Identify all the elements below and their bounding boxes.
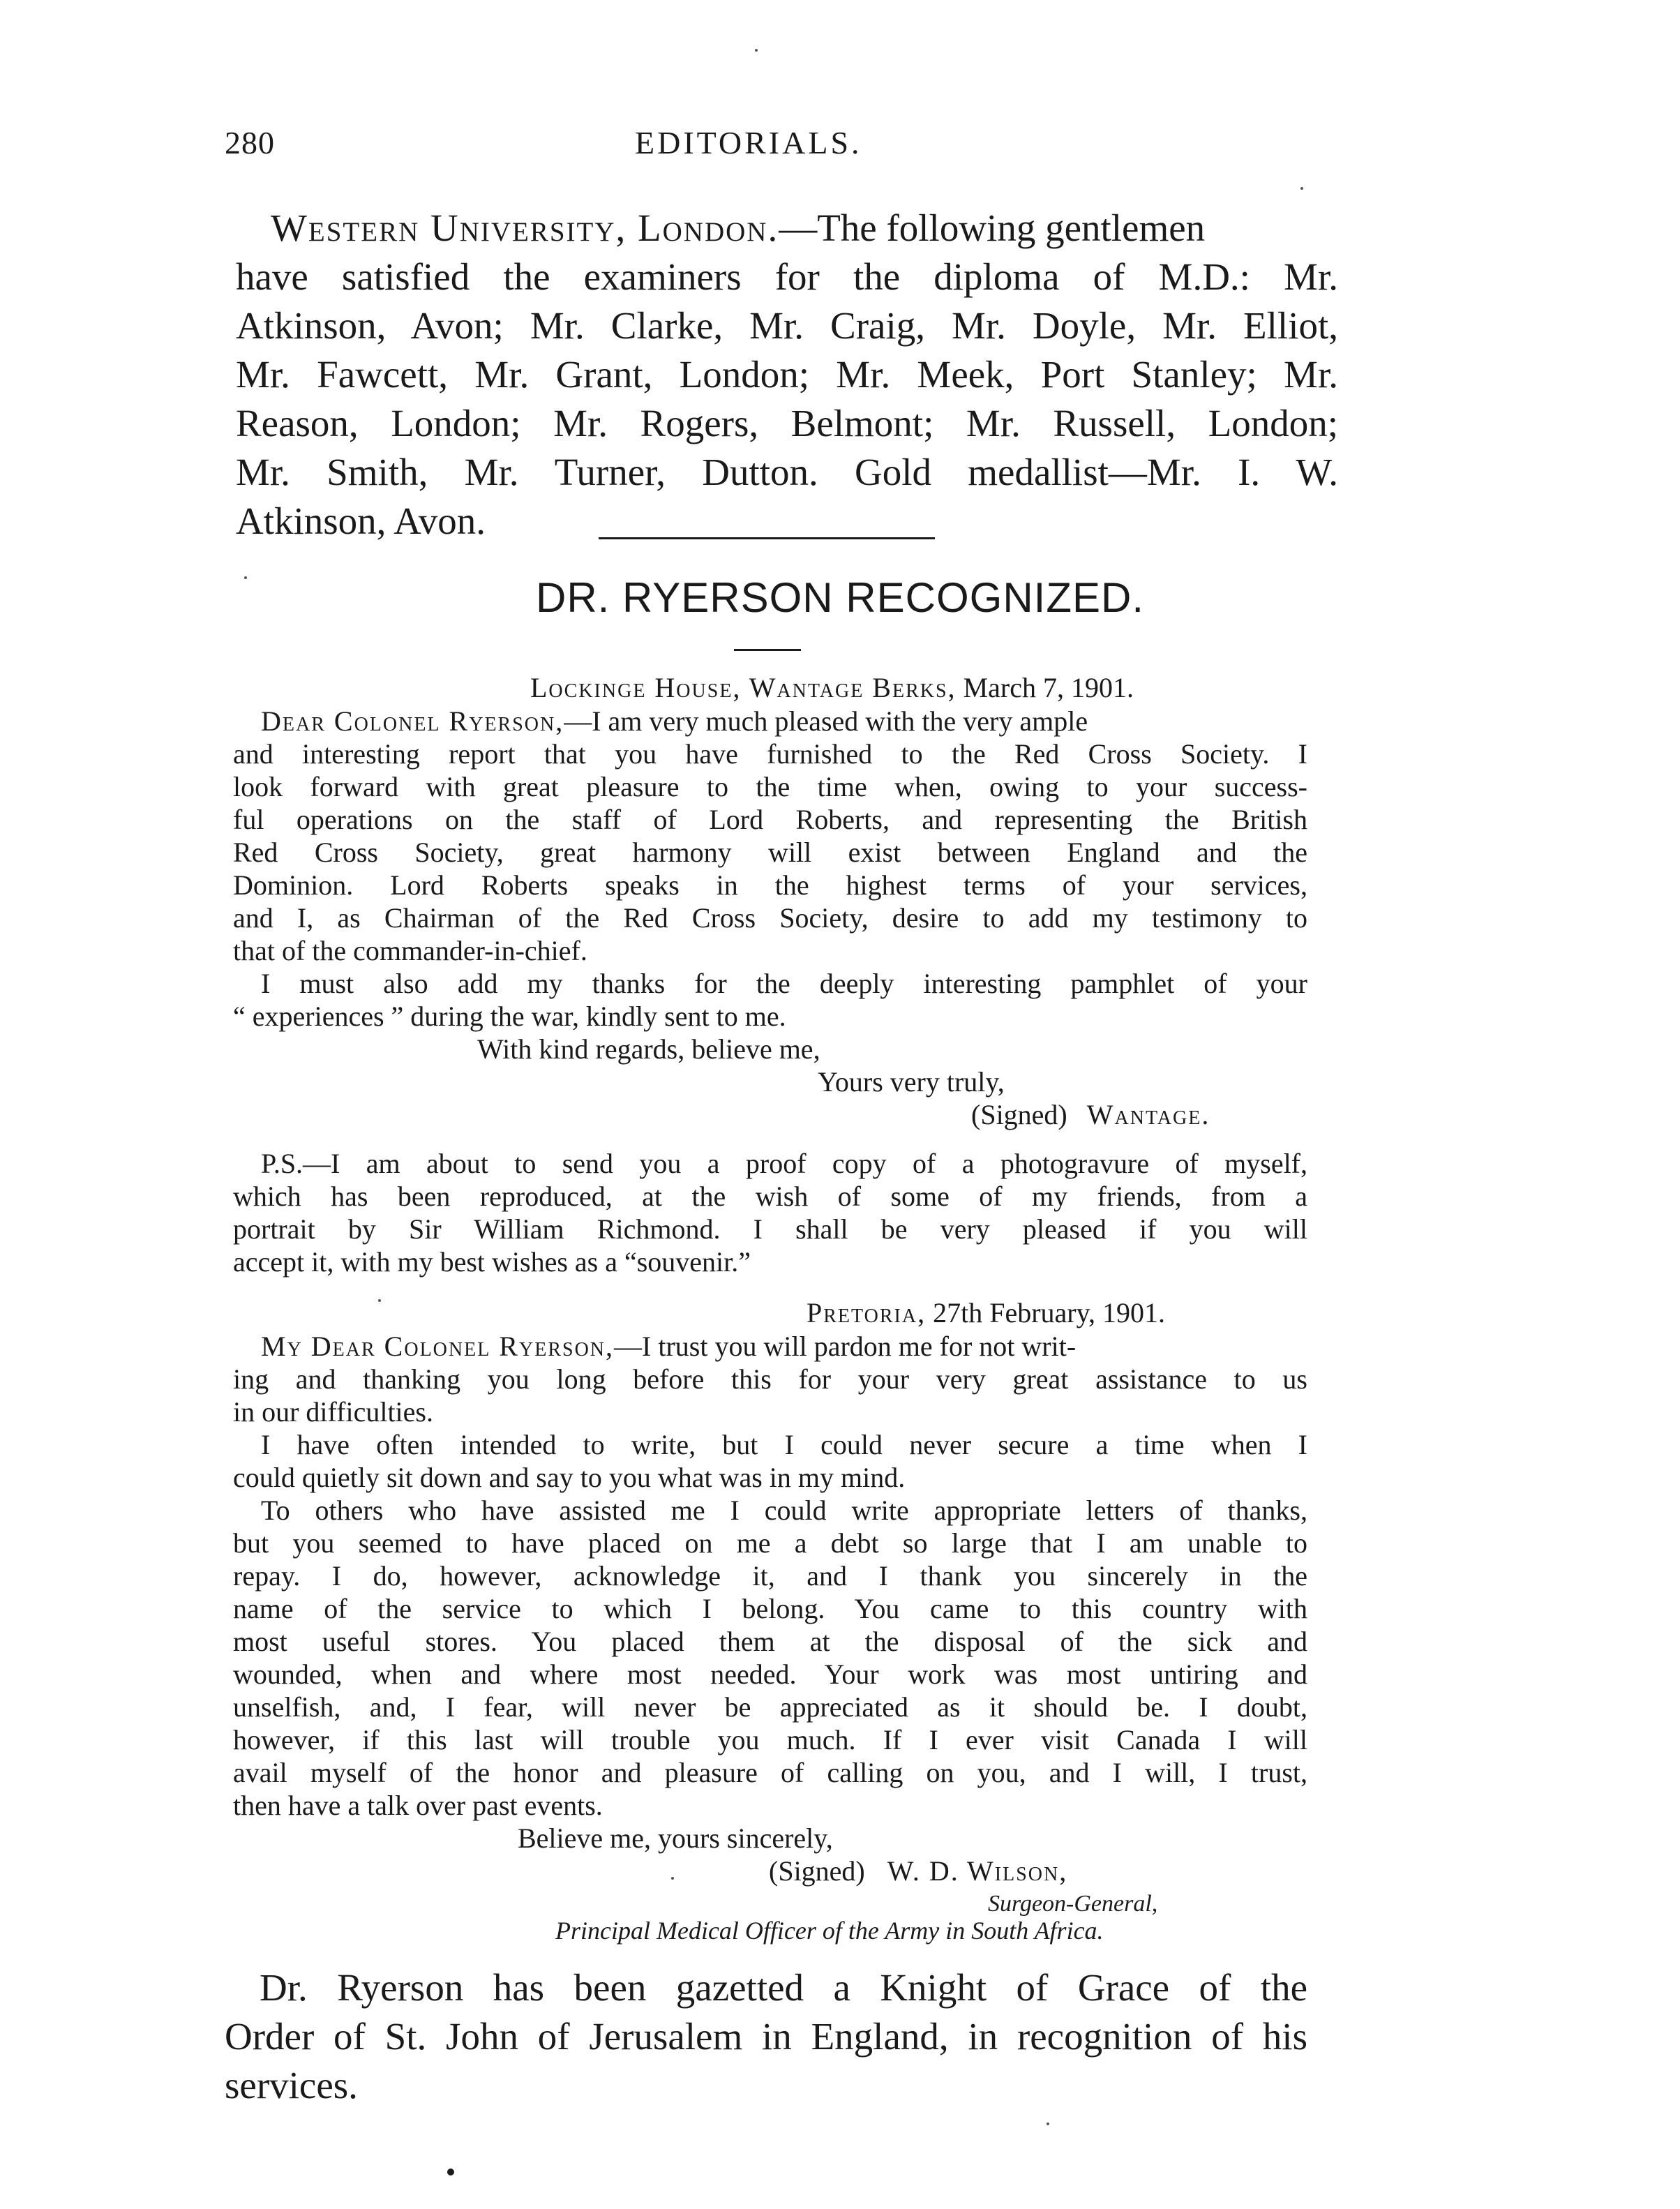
wilson-dateline	[807, 1296, 1165, 1329]
wilson-line-8: repay. I do, however, acknowledge it, and I thank you sincerely in the	[233, 1560, 1307, 1592]
wilson-line-5: could quietly sit down and say to you what was in my mind.	[233, 1462, 906, 1493]
ink-speck	[244, 576, 247, 579]
ink-dot	[447, 2169, 454, 2176]
wantage-line-1-text: —I am very much pleased with the very ample	[564, 705, 1088, 737]
notice-line-4: Mr. Fawcett, Mr. Grant, London; Mr. Meek, Port Stanley; Mr.	[236, 353, 1338, 396]
wantage-line-9: I must also add my thanks for the deeply interesting pamphlet of your	[261, 968, 1307, 999]
wilson-line-1-text: —I trust you will pardon me for not writ-	[614, 1331, 1077, 1362]
wantage-line-2: and interesting report that you have furnished to the Red Cross Society. I	[233, 738, 1307, 770]
wilson-line-3: in our difficulties.	[233, 1396, 433, 1428]
wilson-line-9: name of the service to which I belong. You came to this country with	[233, 1593, 1307, 1624]
notice-line-1	[271, 204, 1338, 253]
wilson-dateline-date: 27th February, 1901.	[933, 1297, 1165, 1328]
wilson-title-1: Surgeon-General,	[988, 1891, 1158, 1917]
wantage-dateline	[530, 671, 1134, 704]
wilson-line-11: wounded, when and where most needed. Your work was most untiring and	[233, 1658, 1307, 1690]
wantage-ps-line-3: portrait by Sir William Richmond. I shall be very pleased if you will	[233, 1213, 1307, 1245]
wantage-dateline-place: Lockinge House, Wantage Berks,	[530, 672, 957, 703]
wilson-salutation: My Dear Colonel Ryerson,	[261, 1331, 615, 1362]
wantage-line-1	[261, 705, 1307, 737]
wilson-line-13: however, if this last will trouble you much. If I ever visit Canada I will	[233, 1724, 1307, 1755]
running-title: EDITORIALS.	[635, 125, 862, 160]
wantage-line-4: ful operations on the staff of Lord Roberts, and representing the British	[233, 804, 1307, 835]
wantage-line-10: “ experiences ” during the war, kindly sent to me.	[233, 1001, 786, 1032]
wilson-closing: Believe me, yours sincerely,	[518, 1822, 833, 1854]
notice-line-6: Mr. Smith, Mr. Turner, Dutton. Gold medallist—Mr. I. W.	[236, 451, 1338, 493]
ink-speck	[378, 1299, 381, 1302]
wilson-line-2: ing and thanking you long before this for your very great assistance to us	[233, 1363, 1307, 1395]
conclusion-line-1: Dr. Ryerson has been gazetted a Knight of Grace of the	[260, 1966, 1307, 2009]
wilson-line-4: I have often intended to write, but I could never secure a time when I	[261, 1429, 1307, 1460]
wilson-line-15: then have a talk over past events.	[233, 1790, 603, 1821]
headline-short-rule	[734, 649, 801, 651]
wantage-line-7: and I, as Chairman of the Red Cross Society, desire to add my testimony to	[233, 902, 1307, 934]
notice-line-7: Atkinson, Avon.	[236, 500, 486, 542]
page-number: 280	[225, 125, 275, 160]
wilson-line-14: avail myself of the honor and pleasure of calling on you, and I will, I trust,	[233, 1757, 1307, 1788]
notice-heading: Western University, London.	[271, 207, 779, 249]
wantage-salutation: Dear Colonel Ryerson,	[261, 705, 564, 737]
wilson-signature: W. D. Wilson,	[887, 1855, 1068, 1887]
conclusion-line-2: Order of St. John of Jerusalem in England, in recognition of his	[225, 2015, 1307, 2058]
wantage-line-8: that of the commander-in-chief.	[233, 935, 587, 966]
notice-line-1-text: —The following gentlemen	[779, 207, 1206, 249]
wilson-title-2: Principal Medical Officer of the Army in South Africa.	[555, 1917, 1104, 1945]
notice-line-2: have satisfied the examiners for the diploma of M.D.: Mr.	[236, 255, 1338, 298]
conclusion-line-3: services.	[225, 2064, 358, 2106]
wilson-line-7: but you seemed to have placed on me a debt so large that I am unable to	[233, 1527, 1307, 1559]
wantage-signed-label: (Signed)	[971, 1099, 1067, 1130]
ink-speck	[1300, 187, 1303, 190]
wantage-ps-line-1: P.S.—I am about to send you a proof copy of a photogravure of myself,	[261, 1148, 1307, 1179]
wilson-signature-line	[769, 1855, 1067, 1887]
wilson-line-10: most useful stores. You placed them at the disposal of the sick and	[233, 1626, 1307, 1657]
wantage-signature: Wantage.	[1086, 1099, 1210, 1130]
wilson-line-1	[261, 1330, 1307, 1363]
wantage-ps-line-4: accept it, with my best wishes as a “souvenir.”	[233, 1246, 751, 1278]
ink-speck	[671, 1877, 674, 1880]
wilson-signed-label: (Signed)	[769, 1855, 865, 1887]
wantage-line-5: Red Cross Society, great harmony will exist between England and the	[233, 837, 1307, 868]
notice-line-3: Atkinson, Avon; Mr. Clarke, Mr. Craig, Mr. Doyle, Mr. Elliot,	[236, 304, 1338, 347]
ink-speck	[1047, 2122, 1049, 2125]
wantage-ps-line-2: which has been reproduced, at the wish of some of my friends, from a	[233, 1181, 1307, 1212]
wilson-line-12: unselfish, and, I fear, will never be appreciated as it should be. I doubt,	[233, 1691, 1307, 1723]
ink-speck	[755, 49, 758, 52]
wantage-line-6: Dominion. Lord Roberts speaks in the highest terms of your services,	[233, 869, 1307, 901]
wantage-closing: With kind regards, believe me,	[477, 1033, 820, 1065]
wantage-signature-line	[971, 1098, 1210, 1131]
wantage-valediction: Yours very truly,	[818, 1066, 1005, 1098]
wilson-line-6: To others who have assisted me I could write appropriate letters of thanks,	[261, 1495, 1307, 1526]
wantage-line-3: look forward with great pleasure to the time when, owing to your success-	[233, 771, 1307, 802]
section-divider	[599, 537, 935, 539]
notice-line-5: Reason, London; Mr. Rogers, Belmont; Mr. Russell, London;	[236, 402, 1338, 444]
wantage-dateline-date: March 7, 1901.	[963, 672, 1134, 703]
wilson-dateline-place: Pretoria,	[807, 1297, 927, 1328]
article-headline: DR. RYERSON RECOGNIZED.	[536, 574, 1144, 621]
